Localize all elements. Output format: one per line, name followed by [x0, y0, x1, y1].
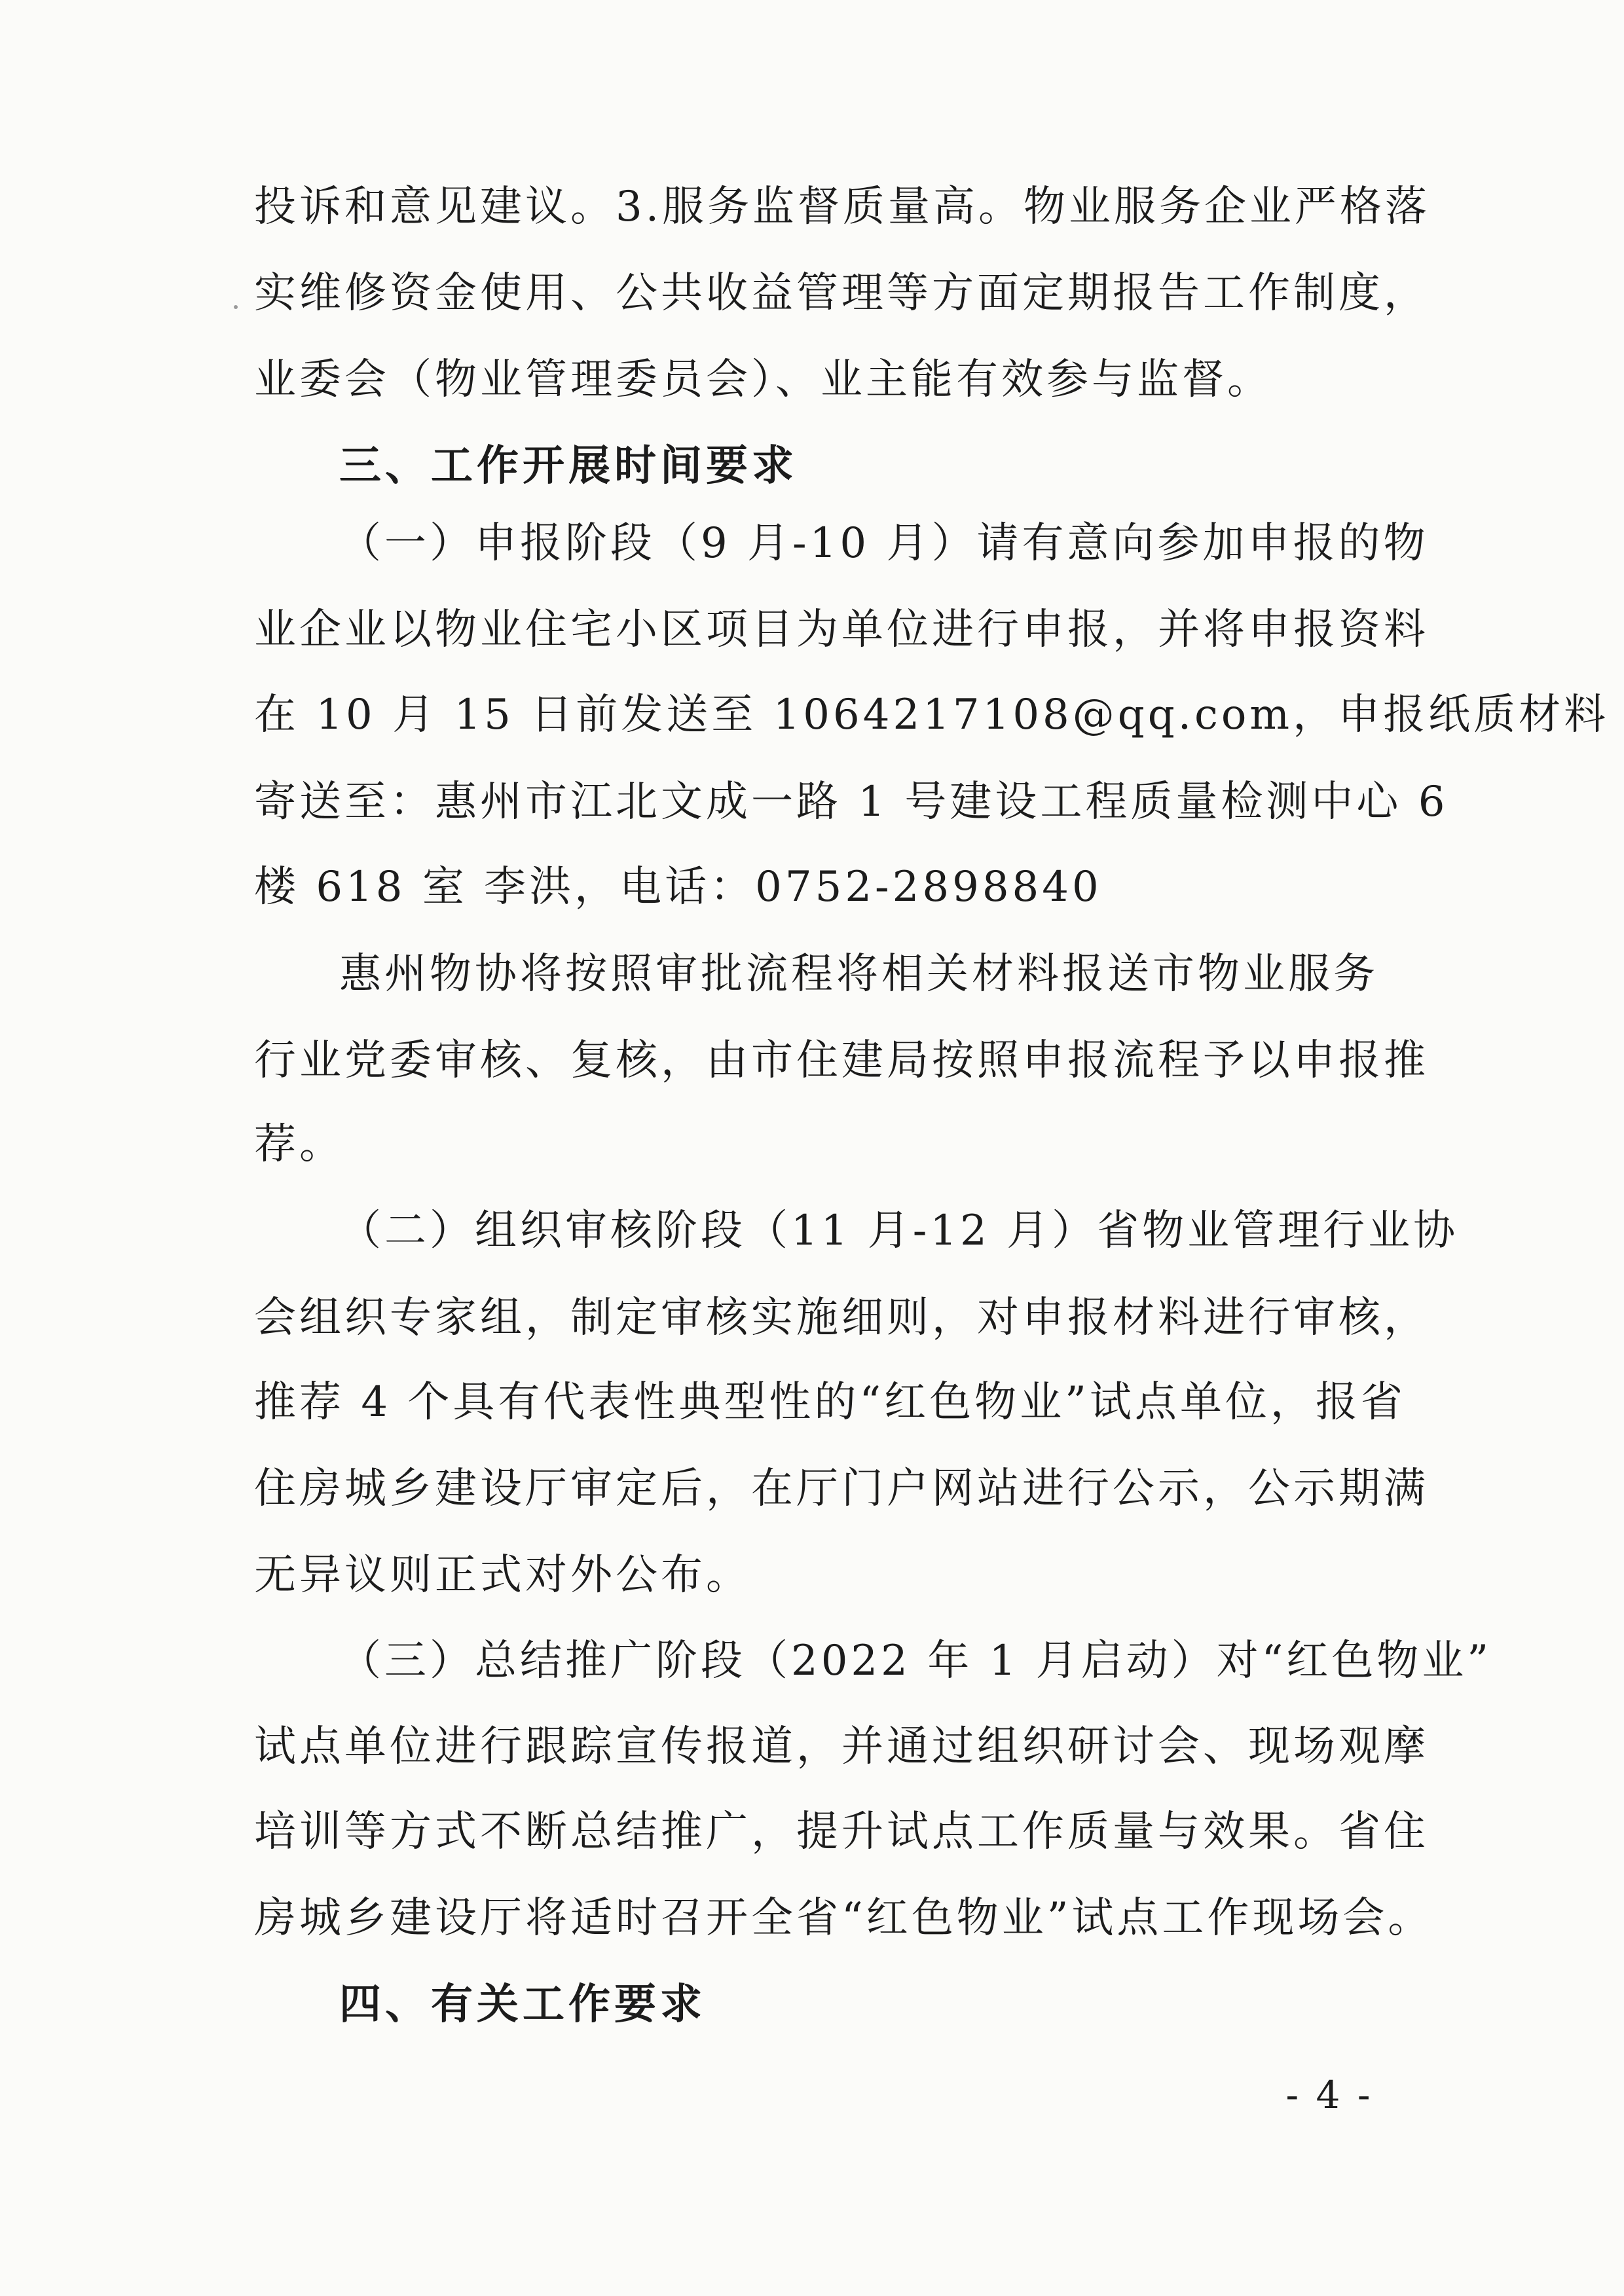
body-line: 业企业以物业住宅小区项目为单位进行申报，并将申报资料	[254, 606, 1429, 654]
body-line: 荐。	[254, 1120, 344, 1169]
body-line: 住房城乡建设厅审定后，在厅门户网站进行公示，公示期满	[254, 1465, 1429, 1513]
body-line: （一）申报阶段（9 月-10 月）请有意向参加申报的物	[339, 519, 1429, 568]
section-heading: 四、有关工作要求	[339, 1980, 706, 2029]
body-line: 无异议则正式对外公布。	[254, 1551, 751, 1599]
body-line: 楼 618 室 李洪，电话：0752-2898840	[254, 863, 1102, 911]
section-heading: 三、工作开展时间要求	[339, 442, 798, 490]
body-line: 房城乡建设厅将适时召开全省“红色物业”试点工作现场会。	[254, 1894, 1433, 1942]
body-line: 行业党委审核、复核，由市住建局按照申报流程予以申报推	[254, 1036, 1429, 1085]
page-number: - 4 -	[1285, 2073, 1373, 2117]
body-line: 惠州物协将按照审批流程将相关材料报送市物业服务	[339, 950, 1378, 998]
scan-speck	[234, 305, 238, 309]
body-line: 投诉和意见建议。3.服务监督质量高。物业服务企业严格落	[254, 183, 1431, 231]
body-line: 寄送至：惠州市江北文成一路 1 号建设工程质量检测中心 6	[254, 778, 1449, 826]
body-line: （三）总结推广阶段（2022 年 1 月启动）对“红色物业”	[339, 1637, 1492, 1685]
body-line: 会组织专家组，制定审核实施细则，对申报材料进行审核，	[254, 1294, 1429, 1342]
body-line: 试点单位进行跟踪宣传报道，并通过组织研讨会、现场观摩	[254, 1722, 1429, 1771]
body-line: 在 10 月 15 日前发送至 1064217108@qq.com，申报纸质材料	[254, 691, 1610, 739]
body-line: 实维修资金使用、公共收益管理等方面定期报告工作制度，	[254, 269, 1429, 318]
body-line: 培训等方式不断总结推广，提升试点工作质量与效果。省住	[254, 1808, 1429, 1856]
body-line: 推荐 4 个具有代表性典型性的“红色物业”试点单位，报省	[254, 1378, 1406, 1427]
body-line: 业委会（物业管理委员会）、业主能有效参与监督。	[254, 355, 1272, 404]
body-line: （二）组织审核阶段（11 月-12 月）省物业管理行业协	[339, 1207, 1459, 1255]
